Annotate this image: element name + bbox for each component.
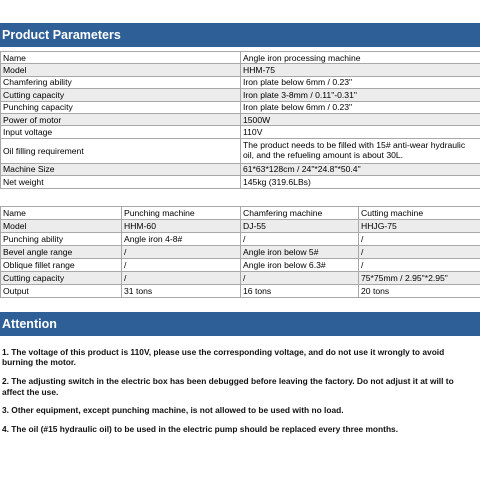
column-header: Name: [1, 207, 122, 220]
table-row: [1, 89, 480, 101]
spec-value: The product needs to be filled with 15# anti-wear hydraulic oil, and the refueling amount is about 30L.: [241, 138, 480, 163]
table-row: [1, 163, 480, 175]
table-row: [1, 285, 480, 298]
table-cell: HHJG-75: [359, 220, 480, 233]
table-cell: Angle iron below 5#: [241, 246, 359, 259]
table-cell: 20 tons: [359, 285, 480, 298]
attention-note: 1. The voltage of this product is 110V, please use the corresponding voltage, and do not use it wrongly to avoid burning the motor.: [2, 347, 445, 368]
table-row: [1, 138, 480, 163]
table-row: [1, 176, 480, 188]
table-row: [1, 272, 480, 285]
spec-label: Model: [1, 64, 241, 76]
table-cell: 31 tons: [122, 285, 241, 298]
spec-value: 1500W: [241, 113, 480, 125]
spec-label: Chamfering ability: [1, 76, 241, 88]
spec-label: Oil filling requirement: [1, 138, 241, 163]
table-cell: Punching ability: [1, 233, 122, 246]
spec-label: Name: [1, 52, 241, 64]
table-cell: 16 tons: [241, 285, 359, 298]
attention-note: 4. The oil (#15 hydraulic oil) to be used in the electric pump should be replaced every three months.: [2, 424, 399, 435]
table-cell: /: [241, 272, 359, 285]
spec-value: HHM-75: [241, 64, 480, 76]
attention-notes: [2, 347, 476, 443]
table-cell: /: [359, 259, 480, 272]
spec-label: Cutting capacity: [1, 89, 241, 101]
table-row: [1, 76, 480, 88]
spec-label: Power of motor: [1, 113, 241, 125]
table-row: [1, 64, 480, 76]
table-row: [1, 126, 480, 138]
spec-label: Input voltage: [1, 126, 241, 138]
table-cell: HHM-60: [122, 220, 241, 233]
table-row: [1, 220, 480, 233]
table-row: [1, 233, 480, 246]
table-cell: /: [122, 246, 241, 259]
table-row: [1, 246, 480, 259]
column-header: Cutting machine: [359, 207, 480, 220]
spec-value: Iron plate 3-8mm / 0.11"-0.31": [241, 89, 480, 101]
table-cell: Output: [1, 285, 122, 298]
attention-heading: Attention: [0, 312, 480, 336]
table-cell: Angle iron 4-8#: [122, 233, 241, 246]
table-cell: /: [359, 233, 480, 246]
attention-note: 3. Other equipment, except punching machine, is not allowed to be used with no load.: [2, 405, 344, 416]
attention-note: 2. The adjusting switch in the electric box has been debugged before leaving the factory. Do not adjust it at will to affect the use.: [2, 376, 454, 397]
equipment-table: [0, 206, 480, 298]
table-cell: 75*75mm / 2.95"*2.95": [359, 272, 480, 285]
table-cell: Bevel angle range: [1, 246, 122, 259]
spec-value: Iron plate below 6mm / 0.23": [241, 101, 480, 113]
table-cell: /: [122, 259, 241, 272]
specs-table: [0, 51, 480, 189]
table-cell: Cutting capacity: [1, 272, 122, 285]
spec-value: 145kg (319.6LBs): [241, 176, 480, 188]
spec-value: 61*63*128cm / 24"*24.8"*50.4": [241, 163, 480, 175]
column-header: Punching machine: [122, 207, 241, 220]
spec-value: Iron plate below 6mm / 0.23": [241, 76, 480, 88]
table-cell: /: [359, 246, 480, 259]
column-header: Chamfering machine: [241, 207, 359, 220]
table-cell: /: [122, 272, 241, 285]
table-header-row: [1, 207, 480, 220]
spec-label: Machine Size: [1, 163, 241, 175]
table-row: [1, 52, 480, 64]
spec-label: Punching capacity: [1, 101, 241, 113]
spec-value: 110V: [241, 126, 480, 138]
table-cell: Oblique fillet range: [1, 259, 122, 272]
table-row: [1, 113, 480, 125]
table-cell: Angle iron below 6.3#: [241, 259, 359, 272]
table-row: [1, 259, 480, 272]
spec-value: Angle iron processing machine: [241, 52, 480, 64]
spec-label: Net weight: [1, 176, 241, 188]
product-parameters-heading: Product Parameters: [0, 23, 480, 47]
table-cell: /: [241, 233, 359, 246]
table-cell: Model: [1, 220, 122, 233]
table-cell: DJ-55: [241, 220, 359, 233]
table-row: [1, 101, 480, 113]
